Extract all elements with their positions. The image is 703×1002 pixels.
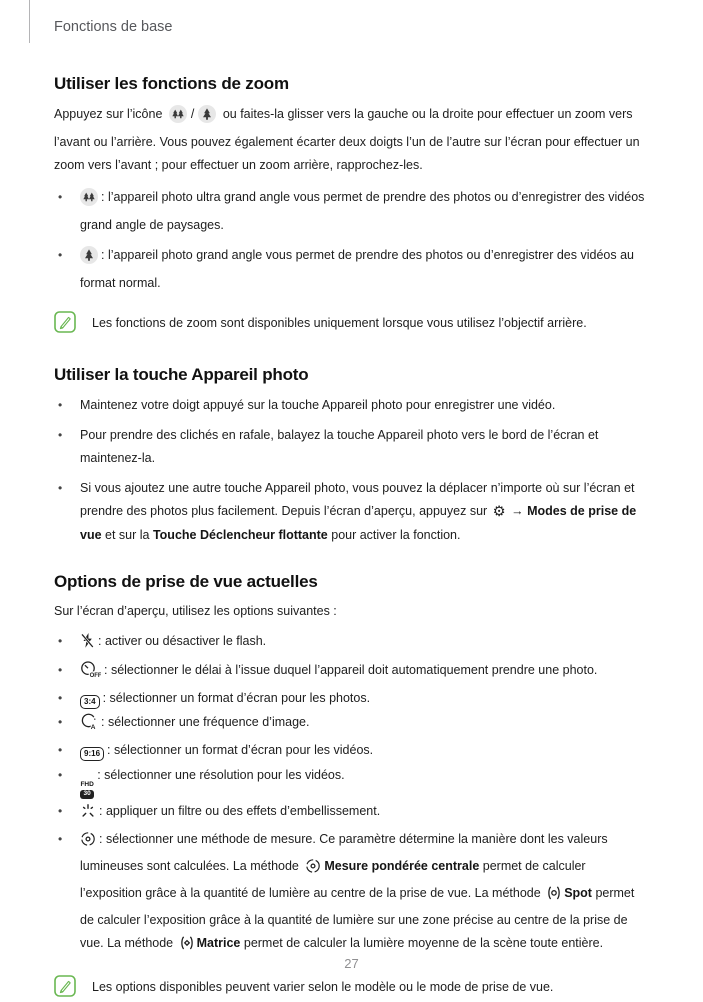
section-title: Options de prise de vue actuelles: [54, 572, 318, 591]
option-resolution: [54, 764, 649, 799]
timer-off-label: • OFF: [89, 673, 101, 678]
option-ratio-video: [54, 739, 649, 762]
note-pen-icon: [54, 975, 76, 1002]
aspect-ratio-3-4-icon: 3:4: [80, 695, 100, 709]
page-number: 27: [344, 956, 359, 971]
header-divider-line: [29, 0, 30, 43]
note-zoom: [54, 310, 649, 338]
resolution-30-label: 30: [80, 790, 94, 800]
frame-rate-auto-icon: [80, 712, 98, 738]
options-intro: Sur l’écran d’aperçu, utilisez les options suivantes :: [54, 604, 337, 618]
list-item: [54, 394, 649, 417]
option-text: permet de calculer la lumière moyenne de la scène toute entière.: [240, 936, 604, 950]
option-text: : activer ou désactiver le flash.: [98, 634, 267, 648]
option-text: : sélectionner un format d’écran pour les photos.: [102, 691, 371, 705]
list-item-ultra-wide: [54, 186, 649, 237]
icon-separator: /: [190, 107, 195, 121]
metering-mode-label: Mesure pondérée centrale: [324, 859, 480, 873]
filter-effects-icon: [80, 803, 96, 827]
metering-mode-label: Spot: [564, 886, 592, 900]
option-ratio-photo: [54, 687, 649, 710]
option-text: : sélectionner une fréquence d’image.: [101, 715, 310, 729]
option-text: : sélectionner un format d’écran pour les vidéos.: [107, 743, 374, 757]
option-metering: [54, 828, 649, 959]
metering-center-weighted-icon: [305, 858, 321, 882]
chapter-header: Fonctions de base: [54, 19, 173, 35]
bold-menu-label: Modes de prise de vue: [80, 504, 637, 542]
note-text: Les options disponibles peuvent varier selon le modèle ou le mode de prise de vue.: [92, 980, 554, 994]
resolution-fhd-label: • FHD: [80, 781, 94, 788]
zoom-bullet-list: [54, 186, 649, 295]
option-timer: [54, 659, 649, 686]
section-shooting-options: [54, 572, 649, 1002]
list-item-text: Pour prendre des clichés en rafale, balayez la touche Appareil photo vers le bord de l’écran et maintenez-la.: [80, 428, 599, 465]
option-text: : sélectionner une méthode de mesure. Ce paramètre détermine la manière dont les valeurs lumineuses sont calculées. La méthode: [80, 832, 608, 873]
aspect-ratio-9-16-icon: 9:16: [80, 747, 104, 761]
option-filter: [54, 800, 649, 827]
list-item: [54, 477, 649, 547]
option-flash: [54, 630, 649, 657]
metering-mode-label: Matrice: [196, 936, 241, 950]
section-title: Utiliser la touche Appareil photo: [54, 365, 309, 384]
list-item-text: : l’appareil photo ultra grand angle vous permet de prendre des photos ou d’enregistrer des vidéos grand angle de paysages.: [80, 190, 645, 232]
list-item-text: : l’appareil photo grand angle vous permet de prendre des photos ou d’enregistrer des vidéos au format normal.: [80, 248, 634, 290]
section-title: Utiliser les fonctions de zoom: [54, 74, 289, 93]
list-item-text: pour activer la fonction.: [327, 528, 461, 542]
list-item: [54, 424, 649, 470]
list-item-text: Maintenez votre doigt appuyé sur la touche Appareil photo pour enregistrer une vidéo.: [80, 398, 556, 412]
wide-camera-icon: [80, 246, 98, 272]
option-text: permet de calculer l’exposition grâce à la quantité de lumière au centre de la prise de vue. La méthode: [80, 859, 586, 900]
metering-spot-icon: [547, 885, 561, 909]
section-camera-button: [54, 365, 649, 547]
option-text: : sélectionner le délai à l’issue duquel l’appareil doit automatiquement prendre une photo.: [104, 663, 598, 677]
ultra-wide-camera-icon: [80, 188, 98, 214]
intro-text-continued: ou faites-la glisser vers la gauche ou la droite pour effectuer un zoom vers l’avant ou l’arrière. Vous pouvez également écarter deux doigts l’un de l’autre sur l’écran pour effectuer un zoom vers l’avant ; pour effectuer un zoom arrière, rapprochez-les.: [54, 107, 640, 172]
list-item-wide: [54, 244, 649, 295]
timer-icon: [80, 660, 101, 686]
option-text: : appliquer un filtre ou des effets d’embellissement.: [99, 804, 381, 818]
bold-option-label: Touche Déclencheur flottante: [152, 528, 328, 542]
fps-auto-label: • A: [90, 724, 96, 730]
option-text: : sélectionner une résolution pour les vidéos.: [97, 768, 345, 782]
note-pen-icon: [54, 311, 76, 338]
camera-button-bullet-list: [54, 394, 649, 547]
note-options: [54, 974, 649, 1002]
ultra-wide-camera-icon: [169, 105, 187, 131]
note-text: Les fonctions de zoom sont disponibles uniquement lorsque vous utilisez l’objectif arrière.: [92, 316, 587, 330]
option-text: permet de calculer l’exposition grâce à la quantité de lumière sur une zone précise au centre de la prise de vue. La méthode: [80, 886, 635, 950]
page-content: [54, 74, 649, 1002]
option-frame-rate: [54, 711, 649, 738]
options-list: [54, 630, 649, 959]
section-zoom: [54, 74, 649, 338]
zoom-intro-paragraph: [54, 103, 649, 177]
intro-text: Appuyez sur l’icône: [54, 107, 166, 121]
metering-center-weighted-icon: [80, 831, 96, 855]
list-item-text: et sur la: [101, 528, 153, 542]
list-item-text: Si vous ajoutez une autre touche Appareil photo, vous pouvez la déplacer n’importe où sur l’écran et prendre des photos plus facilement. Depuis l’écran d’aperçu, appuyez sur: [80, 481, 635, 518]
settings-gear-icon: ⚙: [492, 504, 506, 520]
arrow-glyph: →: [507, 504, 528, 518]
video-resolution-fhd-30-icon: [80, 782, 94, 799]
wide-camera-icon: [198, 105, 216, 131]
flash-off-icon: [80, 632, 95, 657]
